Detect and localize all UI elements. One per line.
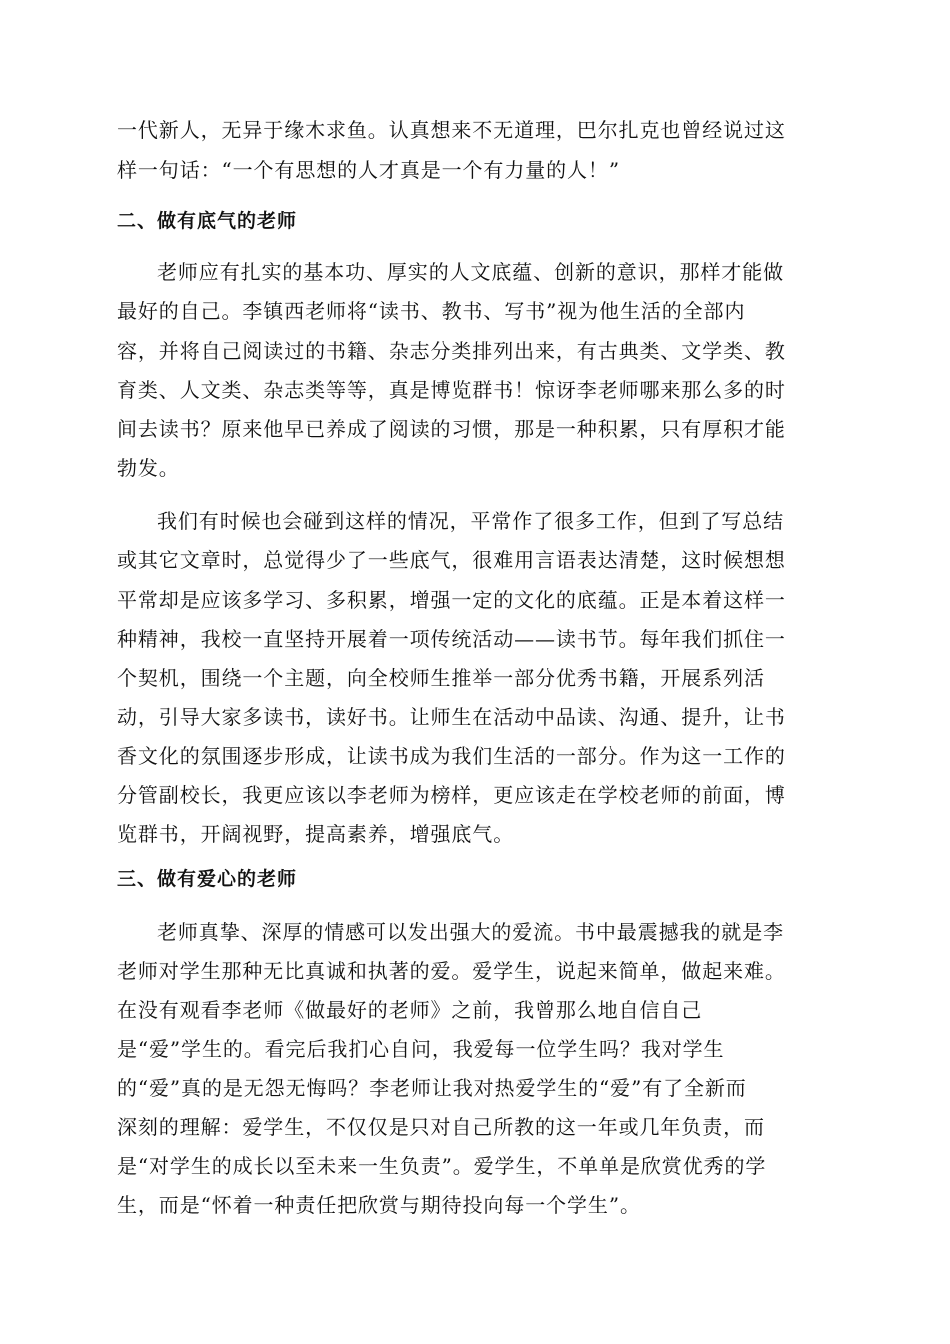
text-line: 是“爱”学生的。看完后我扪心自问，我爱每一位学生吗？我对学生 <box>117 1037 725 1061</box>
text-line: 间去读书？原来他早已养成了阅读的习惯，那是一种积累，只有厚积才能 <box>117 417 786 441</box>
text-line: 老师应有扎实的基本功、厚实的人文底蕴、创新的意识，那样才能做 <box>157 260 784 284</box>
text-line: 平常却是应该多学习、多积累，增强一定的文化的底蕴。正是本着这样一 <box>117 588 786 612</box>
text-line: 种精神，我校一直坚持开展着一项传统活动——读书节。每年我们抓住一 <box>117 627 786 651</box>
text-line: 我们有时候也会碰到这样的情况，平常作了很多工作，但到了写总结 <box>157 509 784 533</box>
text-line: 最好的自己。李镇西老师将“读书、教书、写书”视为他生活的全部内 <box>117 299 746 323</box>
text-line: 动，引导大家多读书，读好书。让师生在活动中品读、沟通、提升，让书 <box>117 705 786 729</box>
text-line: 容，并将自己阅读过的书籍、杂志分类排列出来，有古典类、文学类、教 <box>117 339 786 363</box>
text-line: 分管副校长，我更应该以李老师为榜样，更应该走在学校老师的前面，博 <box>117 783 786 807</box>
text-line: 或其它文章时，总觉得少了一些底气，很难用言语表达清楚，这时候想想 <box>117 548 786 572</box>
text-line: 在没有观看李老师《做最好的老师》之前，我曾那么地自信自己 <box>117 998 703 1022</box>
text-line: 生，而是“怀着一种责任把欣赏与期待投向每一个学生”。 <box>117 1193 641 1217</box>
text-line: 香文化的氛围逐步形成，让读书成为我们生活的一部分。作为这一工作的 <box>117 744 786 768</box>
text-line: 览群书，开阔视野，提高素养，增强底气。 <box>117 822 515 846</box>
text-line: 育类、人文类、杂志类等等，真是博览群书！惊讶李老师哪来那么多的时 <box>117 378 786 402</box>
text-line: 老师对学生那种无比真诚和执著的爱。爱学生，说起来简单，做起来难。 <box>117 959 786 983</box>
text-line: 个契机，围绕一个主题，向全校师生推举一部分优秀书籍，开展系列活 <box>117 666 765 690</box>
text-line: 一代新人，无异于缘木求鱼。认真想来不无道理，巴尔扎克也曾经说过这 <box>117 118 786 142</box>
text-line: 样一句话：“一个有思想的人才真是一个有力量的人！” <box>117 158 620 182</box>
text-line: 勃发。 <box>117 456 180 480</box>
text-line: 是“对学生的成长以至未来一生负责”。爱学生，不单单是欣赏优秀的学 <box>117 1154 767 1178</box>
section-heading: 二、做有底气的老师 <box>117 210 298 232</box>
text-line: 深刻的理解：爱学生，不仅仅是只对自己所教的这一年或几年负责，而 <box>117 1115 765 1139</box>
text-line: 的“爱”真的是无怨无悔吗？李老师让我对热爱学生的“爱”有了全新而 <box>117 1076 747 1100</box>
text-line: 老师真挚、深厚的情感可以发出强大的爱流。书中最震撼我的就是李 <box>157 920 784 944</box>
section-heading: 三、做有爱心的老师 <box>117 868 298 890</box>
